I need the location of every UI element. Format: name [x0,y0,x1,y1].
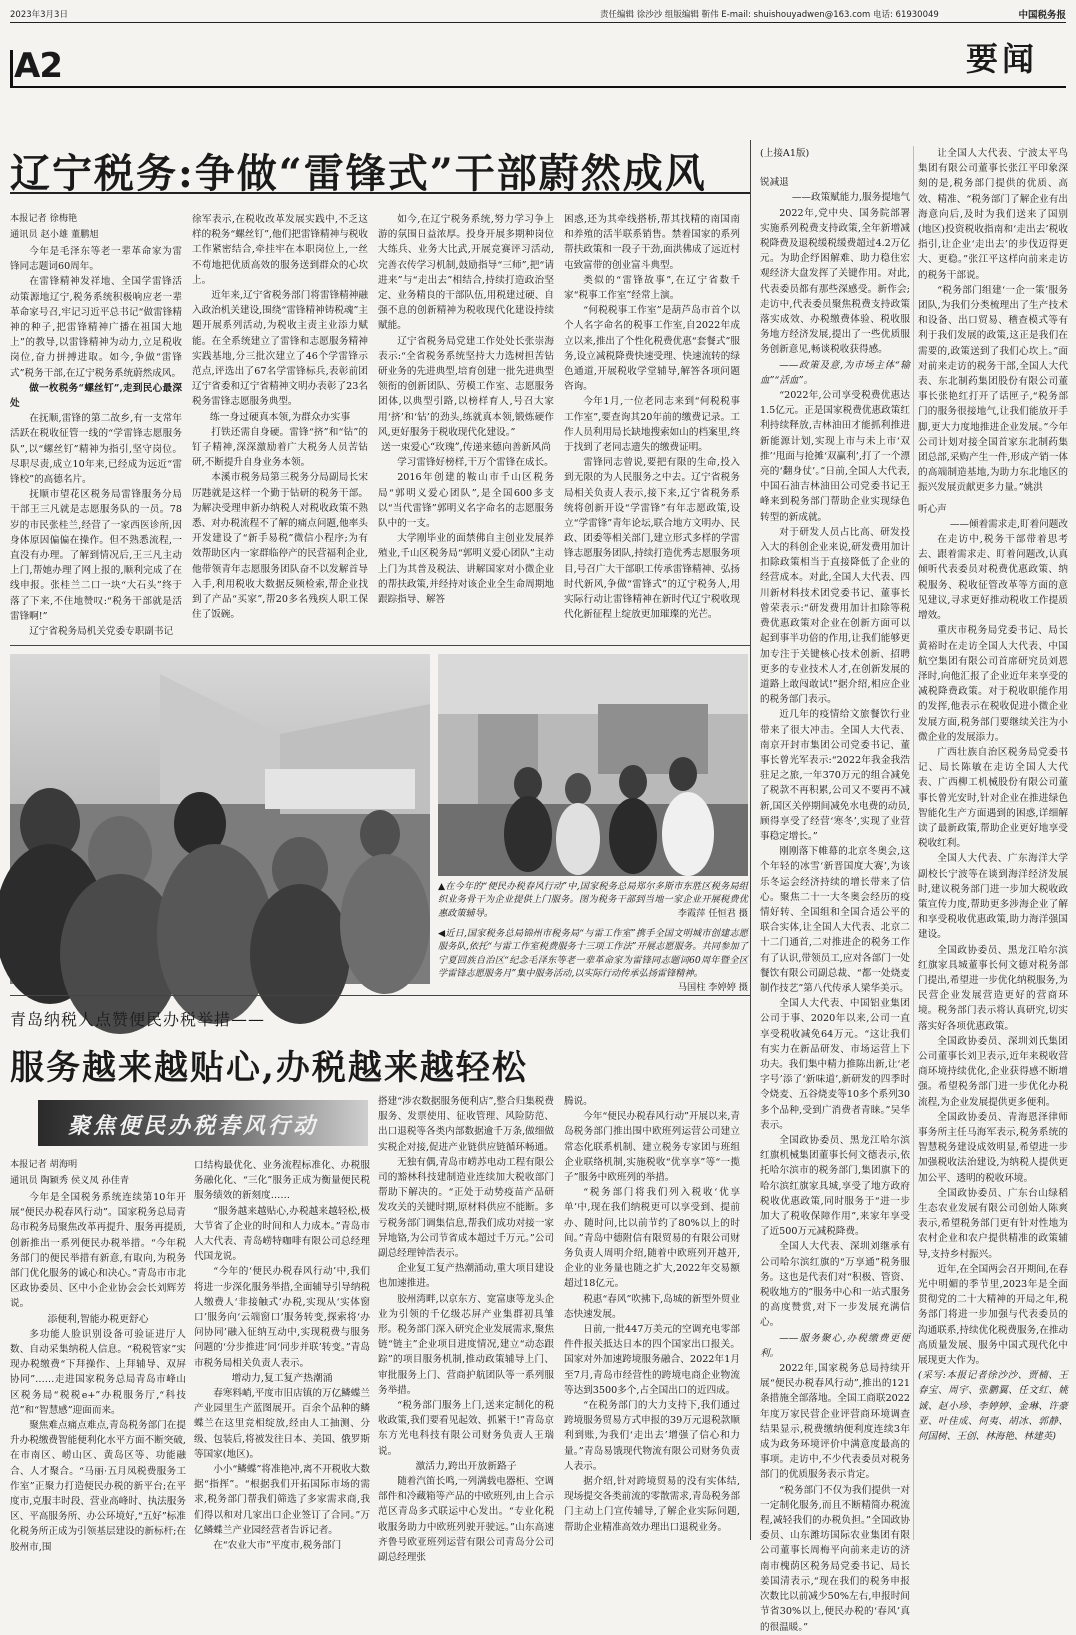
paragraph: 口结构最优化、业务流程标准化、办税服务融化化、“三化”服务正成为衡量便民税服务绩效的新刻度…… [194,1160,370,1202]
paragraph: 全国政协委员、广东台山绿稻生态农业发展有限公司创始人陈爽表示,希望税务部门更有针对性地为农村企业和农户提供精准的政策辅导,支持乡村振兴。 [918,1187,1068,1260]
paragraph: 今年是毛泽东等老一辈革命家为雷锋同志题词60周年。 [10,246,182,273]
paragraph: 如今,在辽宁税务系统,努力学习争上游的氛围日益浓厚。投身开展多期种岗位大练兵、业务大比武,开展竞赛评习活动,完善衣传学习机制,鼓励指导“三师”,把“请进来”与“走出去”相结合,持续打造政治坚定、业务精良的干部队伍,用税建过硬、自强不息的创新精神为税收现代化建设持续赋能。 [378,214,554,332]
paragraph: “税务部门不仅为我们提供一对一定制化服务,而且不断精简办税流程,减轻我们的办税负担。”全国政协委员、山东潍坊国际农业集团有限公司董事长周梅平向前来走访的济南市槐荫区税务局党委书记、局长姜国清表示,“现在我们的税务申报次数比以前减少50%左右,申报时间节省30%以上,便民办税的‘春风’真的很温暖。” [760,1484,910,1633]
subheading: ——倾着需求走,盯着问题改 [949,518,1068,530]
paragraph: 随着汽笛长鸣,一列满载电器柜、空调部件和冷藏箱等产品的中欧班列,由上合示范区青岛多式联运中心发出。“专业化税收服务助力中欧班列驶开驶远。”山东高速齐鲁号欧亚班列运营有限公司青岛分公司副总经理张 [378,1476,554,1564]
subheading: 激活力,跨出开放新路子 [415,1460,517,1472]
paragraph: 学习雷锋好榜样,干万个雷锋在成长。 [397,457,554,469]
top-rule [10,22,1066,23]
reporter-credits: (采写:本报记者徐沙沙、贾楠、王春宝、周宇、张鹏翼、任文红、姚诚、赵小珍、李婷婷、金琳、许豪亚、叶佳成、何夷、胡冰、郭静、何国树、王创、林海艳、林建英) [918,1370,1068,1443]
byline-correspondent: 通讯员 赵小雄 董鹏旭 [10,229,99,240]
story2-kicker: 青岛纳税人点赞便民办税举措—— [10,1010,266,1029]
paragraph: 徐军表示,在税收改革发展实践中,不乏这样的税务“螺丝钉”,他们把雷锋精神与税收工作紧密结合,牵挂牢在本职岗位上,一丝不苟地把优质高效的服务送到群众的心坎上。 [192,214,368,286]
paragraph: 刚刚落下帷幕的北京冬奥会,这个年轻的冰雪‘新晋国度大赛’,为该乐冬运会经济持续的增长带来了信心。聚焦二十一大冬奥会经历的疫情好转、全国组和全国合适公平的联合实体,让全国人大代表、北京二十二门通首,二对推进企的税务工作有了认识,带领员工,应对各部门一处餐饮有限公司副总裁、“都一处烧麦制作技艺”第八代传承人梁华美示。 [760,846,911,994]
paragraph: 全国政协委员、黑龙江哈尔滨红旗家具城董事长何文德对税务部门提出,希望进一步优化纳税服务,为民营企业发展营造更好的营商环境。税务部门表示将认真研究,切实落实好各项优惠政策。 [918,944,1069,1032]
story2-col-4 [564,1094,740,1540]
paragraph: 全国政协委员、深圳刘氏集团公司董事长刘卫表示,近年来税收营商环境持续优化,企业获得感不断增强。希望税务部门进一步优化办税流程,为企业发展提供更多便利。 [918,1035,1068,1108]
paragraph: 辽宁省税务局机关党委专职副书记 [29,626,174,638]
paragraph: “何税税事工作室”是葫芦岛市首个以个人名字命名的税事工作室,自2022年成立以来,推出了个性化税费优惠“套餐式”服务,设立减税降费快速受理、快速流转的绿色通道,开展税收学堂辅导,解答各项问题咨询。 [564,305,740,393]
masthead-strip [10,6,1066,20]
paragraph: 今年是全国税务系统连续第10年开展“便民办税春风行动”。国家税务总局青岛市税务局聚焦改革再提升、服务再提质,创新推出一系列便民办税举措。“今年税务部门的便民举措有新意,有取向,为税务部门优化服务的诚心和决心。”青岛市市北区政协委员、区中小企业协会会长刘辉芳说。 [10,1192,186,1310]
paragraph: 大学刚毕业的面禁佛自主创业发展养殖业,千山区税务局“郭明义爱心团队”主动上门为其普及税法、讲解国家对小微企业的帮扶政策,并经持对该企业全生命周期地跟踪指导、解答 [378,533,554,606]
photo-credit: 马国柱 李婷婷 摄 [677,981,748,993]
paragraph: 2022年,国家税务总局持续开展“便民办税春风行动”,推出的121条措施全部落地。全国工商联2022年度万家民营企业评营商环境调查结果显示,税费缴纳便利度连续3年成为政务环境评价中满意度最高的事项。走访中,不少代表委员对税务部门的优质服务表示肯定。 [760,1363,910,1481]
story1-col-1 [10,212,182,637]
header-rule [10,86,1066,88]
page-number: A2 [10,46,62,86]
subheading: 送一束爱心“玫瑰”,传递来德向善新风尚 [381,442,551,454]
subheading: 做一枚税务“螺丝钉”,走到民心最深处 [10,382,182,410]
paragraph: 聚焦难点痛点难点,青岛税务部门在提升办税缴费智能便利化水平方面不断突破,在市南区、崂山区、黄岛区等、功能融合、人才聚合。“马丽·五月凤税费服务工作室”正聚力打造便民办税的新平台;在平度市,克服丰时段、营业高峰时、执法服务区、平高服务所、办公环境好,“五好”标准化税务所正成为引领基层建设的新标杆;在胶州市,围 [10,1420,186,1553]
paragraph: 全国政协委员、青海恩泽律师事务所主任马海军表示,税务系统的智慧税务建设成效明显,希望进一步加强税收法治建设,为纳税人提供更加公平、透明的税收环境。 [918,1111,1068,1184]
editor-credits: 责任编辑 徐沙沙 组版编辑 靳伟 E-mail: shuishouyadwen@163.com 电话: 61930049 [600,10,939,20]
issue-date: 2023年3月3日 [10,10,68,20]
paragraph: 困惑,还为其牵线搭桥,帮其找精的南国南和养殖的活半联系销售。禁着国家的系列帮扶政策和一段子干劲,面洪佛成了远近村屯致富带的创业富斗典型。 [564,214,740,271]
paragraph: 全国人大代表、深圳刘继承有公司哈尔滨红旗的“万享通”税务服务。这也是代表们对“积极、管资、税收地方的”服务中心和一站式服务的高度赞赏,对下一步发展充满信心。 [760,1241,910,1329]
paragraph: 让全国人大代表、宁波太平鸟集团有限公司董事长张江平印象深刻的是,税务部门提供的优质、高效、精准、“税务部门了解企业有出海意向后,及时为我们送来了国别(地区)投资税收指南和‘走出去’税收指引,让企业‘走出去’的步伐迈得更大、更稳。”张江平这样向前来走访的税务干部说。 [918,148,1068,281]
paragraph: 抚顺市望花区税务局雷锋服务分局干部王三凡就是志愿服务队的一员。78岁的市民张桂兰,经营了一家西医诊所,因身体原因偏偏在操作。但不熟悉流程,一直没有办理。了解到情况后,王三凡主动上门,帮她办理了网上报的,顺利完成了在线申报。张桂兰二口一块“大石头”终于落了下来,不住地赞叹:“税务干部就是活雷锋啊!” [10,489,182,622]
byline-reporter: 本报记者 徐梅艳 [10,213,78,224]
subheading: 听心声 [918,503,947,515]
paragraph: 全国政协委员、黑龙江哈尔滨红旗机械集团董事长何文德表示,依托哈尔滨市的税务部门,集团旗下的哈尔滨红旗家具城,享受了地方政府税收优惠政策,同时服务于“进一步加大了税收保障作用”,来家年享受了近500万元减税降费。 [760,1135,910,1238]
paragraph: 2022年,党中央、国务院部署实施系列税费支持政策,全年新增减税降费及退税缓税缓费超过4.2万亿元。为助企纾困解难、助力稳住宏观经济大盘发挥了关键作用。对此,代表委员都有那些深感受。新作会;走访中,代表委员聚焦税费支持政策落实成效、办税缴费体验、税收服务地方经济发展,提出了一些优质服务创新意见,畅谈税收获得感。 [760,207,910,356]
story1-col-3 [378,212,554,637]
photo-credit: 李霞萍 任恒君 摄 [677,907,748,919]
paragraph: 搭建“涉农数据服务便利店”,整合归集税费服务、发票使用、征收管理、风险防范、出口退税等各类内部数据逾千万条,做细做实税企对接,促进产业链供应链循环畅通。 [378,1096,554,1153]
paragraph: 腾说。 [564,1096,593,1107]
subheading: 添便利,智能办税更舒心 [47,1313,149,1325]
paragraph: “服务越来越贴心,办税越来越轻松,极大节省了企业的时间和人力成本。”青岛市人大代表、青岛崂特咖啡有限公司总经理代国龙说。 [194,1205,370,1263]
story1-headline: 辽宁税务:争做“雷锋式”干部蔚然成风 [10,150,707,197]
section-divider [10,645,750,646]
paragraph: 对于研发人员占比高、研发投入大的科创企业来说,研发费用加计扣除政策相当于直接降低了企业的经营成本。对此,全国人大代表、四川新材料技术团党委书记、董事长曾荣表示:“研发费用加计扣除等税费优惠政策对企业在创新方面可以起到事半功倍的作用,让我们能够更加专注于关键核心技术创新、招聘更多的专业技术人才,在创新发展的道路上敢闯敢试!”据介绍,相应企业的税务部门表示。 [760,526,910,706]
paragraph: 在雷锋精神发祥地、全国学雷锋活动策源地辽宁,税务系统积极响应老一辈革命家号召,牢记习近平总书记“做雷锋精神的种子,把雷锋精神广播在祖国大地上”的教导,以雷锋精神为动力,立足税收岗位,奋力拼搏进取。如今,争做“雷锋式”税务干部,在辽宁税务系统蔚然成风。 [10,276,182,379]
story3-col-1 [760,146,911,1633]
section-title: 要闻 [966,40,1039,78]
paragraph: 打铁还需自身硬。雷锋“挤”和“钻”的钉子精神,深深激励着广大税务人员苦钻研,不断提升自身业务本领。 [192,426,368,469]
story3-col-2 [918,146,1068,1540]
photo-caption-left: ◀近日,国家税务总局锦州市税务局“与雷工作室”携手全国文明城市创建志愿服务队,依托“与雷工作室税费服务十三项工作法”开展志愿服务。共同参加了宁夏回族自治区“纪念毛泽东等老一辈革命家为雷锋同志题词60周年暨全区学雷锋志愿服务月”集中服务活动,以实际行动传承弘扬雷锋精神。 马国柱 李婷婷 摄 [438,928,748,993]
subheading: ——政策及意,为市场主体“输血”“活血”。 [760,359,910,386]
story1-col-4 [564,212,740,637]
story2-col-2 [194,1158,370,1552]
section-divider [10,995,750,996]
newspaper-name: 中国税务报 [1018,10,1066,21]
subheading: 练一身过硬真本领,为群众办实事 [209,411,351,423]
headline-rule [10,192,750,194]
subheading: 增动力,复工复产热潮涌 [231,1372,333,1384]
paragraph: 雷锋同志曾说,要把有限的生命,投入到无限的为人民服务之中去。辽宁省税务局相关负责人表示,接下来,辽宁省税务系统将创新开设“学雷锋”有年志愿政策,设立“学雷锋”青年论坛,联合地方文明办、民政、团委等相关部门,建立形式多样的学雷锋志愿服务团队,持续打造优秀志愿服务项目,号召广大干部职工传承雷锋精神、弘扬时代新风,争做“雷锋式”的辽宁税务人,用实际行动让雷锋精神在新时代辽宁税收现代化新征程上绽放更加璀璨的光芒。 [564,457,740,621]
paragraph: “税务部门将我们列入税收‘优享单’中,现在我们纳税更可以享受到、提前办、随时问,比以前节约了80%以上的时间。”青岛中德附信有限贸易的有限公司财务负责人周明介绍,随着中欧班列开越开,企业的业务量也随之扩大,2022年交易额超过18亿元。 [564,1187,740,1290]
photo-volunteers [10,654,430,984]
story2-col-3 [378,1094,554,1564]
paragraph: 辽宁省税务局党建工作处处长张崇海表示:“全省税务系统坚持大力选树担苦钻研业务的先进典型,培育创建一批先进典型领衔的创新团队、劳模工作室、志愿服务团体,以典型引路,以榜样育人,号召大家用‘挤’和‘钻’的劲头,练就真本领,锻炼硬作风,更好服务于税收现代化建设。” [378,335,554,438]
paragraph: “税务部门组建‘一企一策’服务团队,为我们分类梳理出了生产技术和设备、出口贸易、稽查模式等有利于我们发展的政策,这正是我们在需要的,政策送到了我们心坎上。”面对前来走访的税务干部,全国人大代表、东北制药集团股份有限公司董事长张艳红打开了话匣子,“税务部门的服务很接地气,让我们能放开手脚,更大力度地推进企业发展。”今年公司计划对接全国首家东北制药集团总部,采购产生一件,形成产销一体的高端制造基地,为助力东北地区的振兴发展贡献更多力量。”姚洪 [918,284,1069,494]
paragraph: 企业复工复产热潮涌动,重大项目建设也加速推进。 [378,1263,554,1290]
photo-caption-right: ▲在今年的“便民办税春风行动”中,国家税务总局郑尔多斯市东胜区税务局组织业务骨干为企业提供上门服务。图为税务干部到当地一家企业开展税费优惠政策辅导。 李霞萍 任恒君 摄 [438,881,748,919]
column-divider [913,146,914,1540]
paragraph: 近年来,辽宁省税务部门将雷锋精神融入政治机关建设,围绕“雷锋精神铸税魂”主题开展系列活动,为税收主责主业添力赋能。在全系统建立了雷锋和志愿服务精神实践基地,分三批次建立了46个学雷锋示范点,评选出了67名学雷锋标兵,表彰前团辽宁省委和辽宁省精神文明办表彰了23名税务雷锋志愿服务典型。 [192,290,368,408]
story1-col-2 [192,212,368,637]
paragraph: 2016年创建的鞍山市千山区税务局“郭明义爱心团队”,是全国600多支以“当代雷锋”郭明义名字命名的志愿服务队中的一支。 [378,472,554,530]
paragraph: 重庆市税务局党委书记、局长黄裕时在走访全国人大代表、中国航空集团有限公司首席研究员刘恩泽时,向他汇报了企业近年来享受的减税降费政策。对于税收职能作用的发挥,他表示在税收促进小微企业发展方面,税务部门要继续关注为小微企业的发展添力。 [918,625,1068,743]
story2-col-1 [10,1158,186,1553]
paragraph: 广西壮族自治区税务局党委书记、局长陈敏在走访全国人大代表、广西柳工机械股份有限公司董事长曾光安时,针对企业在推进绿色智能化生产方面遇到的困惑,详细解读了最新政策,帮助企业更好地享受税收红利。 [918,746,1068,850]
paragraph: 今年1月,一位老同志来到“何税税事工作室”,要查询其20年前的缴费记录。工作人员利用局长缺地搜索如山的档案里,终于找到了老同志遗失的缴费证明。 [564,396,740,454]
continued-marker: (上接A1版) [760,148,810,159]
paragraph: 据介绍,针对跨境贸易的没有实体结,现场提交各类前流的零散需求,青岛税务部门主动上门宣传辅导,了解企业实际问题,帮助企业精准高效办理出口退税业务。 [564,1476,740,1533]
campaign-banner: 聚焦便民办税春风行动 [38,1100,368,1146]
subheading: ——服务聚心,办税缴费更便利。 [760,1332,910,1359]
paragraph: 日前,一批447万美元的空调充电零部件件报关抵达日本的四个国家出口报关。国家对外加速跨境服务融合、2022年1月至7月,青岛市经营性的跨境电商企业物流等达到3500多个,占全国出口的近四成。 [564,1324,740,1396]
byline-reporter: 本报记者 胡海明 [10,1159,78,1170]
story2-headline: 服务越来越贴心,办税越来越轻松 [10,1048,528,1088]
column-divider [750,140,751,1540]
photo-enterprise-visit [438,654,748,876]
paragraph: “2022年,公司享受税费优惠达1.5亿元。正是国家税费优惠政策红利持续释放,吉林油田才能抓利推进新能源计划,实现上市与未上市‘双推’‘甩面与抢摊‘双赢利’,打了一个漂亮的‘翻身仗’。”日前,全国人大代表,中国石油吉林油田公司党委书记王峰来到税务部门帮助企业实现绿色转型的新成就。 [760,390,910,523]
paragraph: 今年“便民办税春风行动”开展以来,青岛税务部门推出围中欧班列运营公司建立常态化联系机制、建立税务专家团与班组企业联络机制,实施税收“优享享”等“一揽子”服务中欧班列的举措。 [564,1111,740,1184]
paragraph: 类似的“雷锋故事”,在辽宁省数千家“税事工作室”经常上演。 [564,274,740,302]
paragraph: “税务部门服务上门,送来定制化的税收政策,我们要看见起效、抓紧干!”青岛京东方光电科技有限公司财务负责人王瑞说。 [378,1400,554,1457]
paragraph: 全国人大代表、中国铝业集团公司于事、2020年以来,公司一直享受税收减免64万元。“这让我们有实力在新品研发、市场运营上下功夫。我们集中精力推陈出新,让‘老字号’添了‘新味道’,新研发的四季时令烧麦、五谷烧麦等10多个系列30多个品种,受到广消费者青睐。”吴华表示。 [760,998,911,1131]
subheading: 锐减退 [760,177,789,189]
byline-correspondent: 通讯员 陶颖秀 侯义凤 孙佳青 [10,1175,130,1186]
paragraph: 全国人大代表、广东海洋大学副校长宁波等在谈到海洋经济发展时,建议税务部门进一步加大税收政策宣传力度,帮助更多涉海企业了解和享受税收优惠政策,助力海洋强国建设。 [918,853,1068,941]
paragraph: 税惠“春风”吹拂下,岛城的新型外贸业态快速发展。 [564,1293,740,1320]
paragraph: 本溪市税务局第三税务分局副局长宋厉韪就是这样一个勤于钻研的税务干部。为解决受理申新办纳税人对税收政策不熟悉、对办税流程不了解的痛点问题,他率头开发建设了“新手易税”微信小程序;为有效帮助区内一家群临停产的民营福利企业,他带领青年志愿服务团队奋不以发解首导入手,利用税收大数据反频检索,帮企业找到了产品“买家”,帮20多名残疾人职工保住了饭碗。 [192,472,368,621]
paragraph: 在抚顺,雷锋的第二故乡,有一支常年活跃在税收征管一线的“学雷锋志愿服务队”,以“螺丝钉”精神为指引,坚守岗位。尽职尽责,成立10年来,已经成为远近“雷锋校”的高德名片。 [10,413,182,486]
paragraph: 无独有偶,青岛市崂苏电动工程有限公司的豁林科技建制造业连续加大税收部门帮助下解决的。“正处于动势疫苗产品研发攻关的关键时期,原材料供应不能断。多亏税务部门调集信息,帮我们成功对接一家异地铬,为公司节省成本超过千万元。”公司副总经理钟浩表示。 [378,1156,554,1260]
paragraph: 近几年的疫情给文旅餐饮行业带来了很大冲击。全国人大代表、南京开封市集团公司党委书记、董事长曾光军表示:“2022年我金我浩驻足之旅,一年370万元的组合减免了税款不再积累,公司又不要再不减新,国区关停期间减免水电费的动员,顾得享受了经营‘寒冬’,实现了业营事稳定增长。” [760,709,911,842]
paragraph: 多功能人脸识别设备可验证进厅人数、自动采集纳税人信息。“税税管家”实现办税缴费“下拜操作、上拜辅导、双屏协同”……走进国家税务总局青岛市峰山区税务局“税税e+”办税服务厅,“科技范”和“智慧感”迎面而来。 [10,1328,186,1416]
paragraph: 近年,在全国两会召开期间,在春光中明媚的季节里,2023年是全面贯彻党的二十大精神的开局之年,税务部门将进一步加强与代表委员的沟通联系,持续优化税费服务,在推动高质量发展、服务中国式现代化中展现更大作为。 [918,1263,1069,1367]
paragraph: 小小“鳞蝶”将准艳冲,离不开税收大数据“指挥”。“根据我们开拓国际市场的需求,税务部门帮我们筛选了多家需求商,我们得以和对几家出口企业签订了合同。”万亿鳞蝶兰产业园经营者告诉记者。 [194,1464,370,1536]
paragraph: 春寒料峭,平度市旧店镇的万亿鳞蝶兰产业园里生产蓝图展开。百余个品种的鳞蝶兰在这里竞相绽放,经由人工抽测、分级、包装后,将被发往日本、美国、俄罗斯等国家(地区)。 [194,1388,370,1460]
paragraph: 胶州湾畔,以京东方、宽富康等龙头企业为引领的千亿级芯屏产业集群初具雏形。税务部门深入研究企业发展需求,聚焦链“链主”企业项目进度情况,建立“动态跟踪”的项目服务机制,推动政策辅导上门、审批服务上门、营商护航团队等一系列服务举措。 [378,1293,554,1396]
subheading: ——政策赋能力,服务提地气 [791,192,910,204]
paragraph: 在走访中,税务干部带着思考去、跟着需求走、盯着问题改,认真倾听代表委员对税费优惠政策、纳税服务、税收征管改革等方面的意见建议,寻求更好推动税收工作提质增效。 [918,534,1068,622]
paragraph: “今年的‘便民办税春风行动’中,我们将进一步深化服务举措,全面辅导引导纳税人缴费人‘非接触式’办税,实现从‘实体窗口’服务向‘云端窗口’服务转变,探索将‘办问协同’融入征纳互动中,实现税费与服务问题的‘分步推进’同‘同步并联’转变。”青岛市税务局相关负责人表示。 [194,1266,370,1369]
paragraph: 在“农业大市”平度市,税务部门 [213,1540,342,1552]
paragraph: “在税务部门的大力支持下,我们通过跨境服务贸易方式申报的39万元退税款顺利到账,为我们‘走出去’增强了信心和力量。”青岛易饿现代物流有限公司财务负责人表示。 [564,1400,740,1472]
